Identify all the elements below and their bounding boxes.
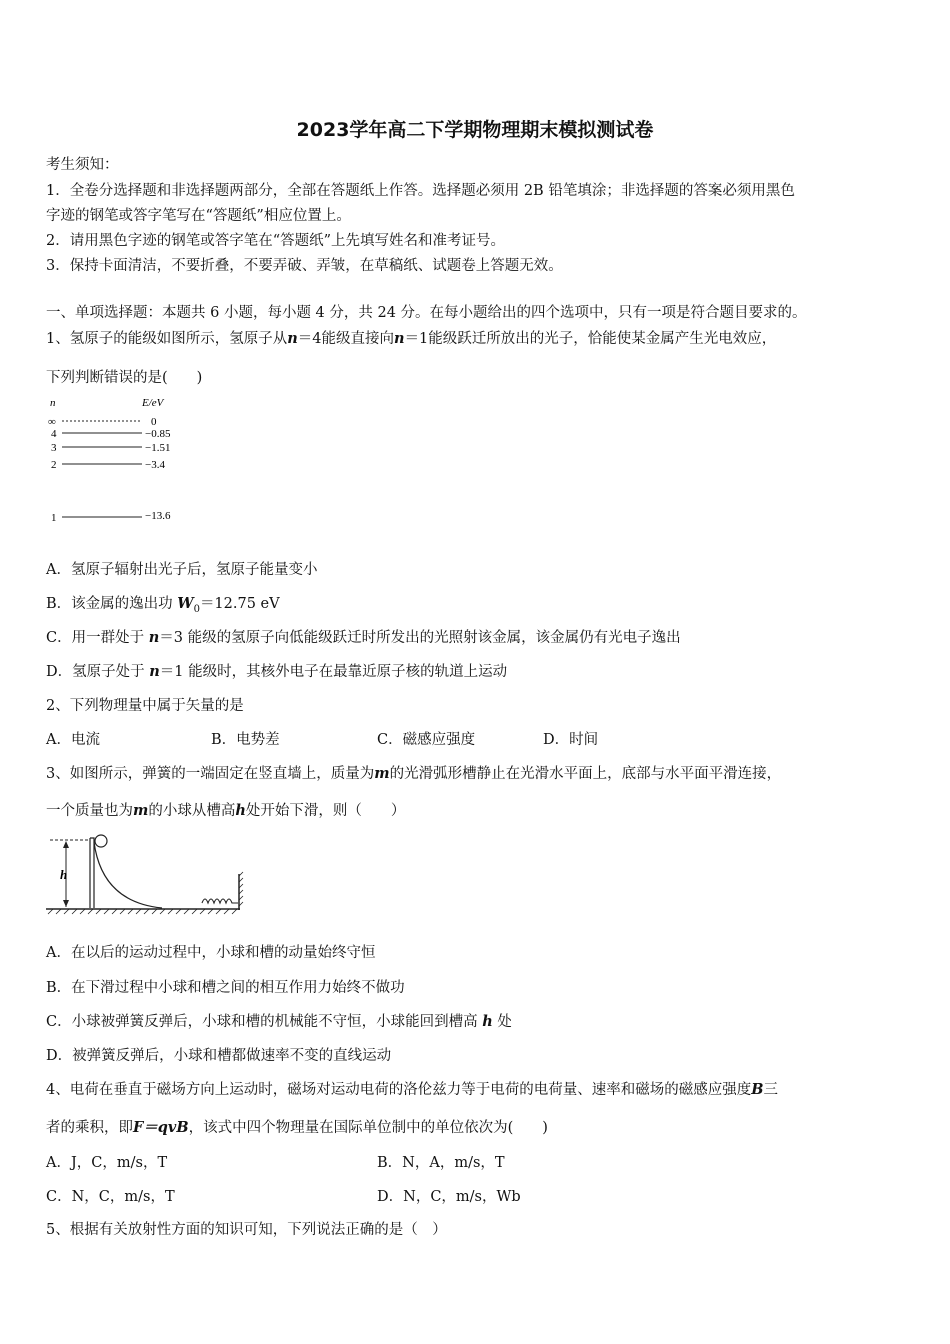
q3-option-c-text: 处 [492,1014,512,1030]
q3-stem-text: 一个质量也为 [46,803,133,819]
section-heading: 一、单项选择题：本题共 6 小题，每小题 4 分，共 24 分。在每小题给出的四个选项中，只有一项是符合题目要求的。 [46,305,807,321]
q3-stem-line-2 [46,799,405,820]
q1-option-c-text: C．用一群处于 [46,630,149,646]
q5-stem: 5、根据有关放射性方面的知识可知，下列说法正确的是（ ） [46,1222,447,1238]
level-e-4: −0.85 [145,428,171,440]
q3-stem-text: 处开始下滑，则（ ） [245,803,406,819]
diagram-e-label: E/eV [142,397,164,409]
q3-option-d: D．被弹簧反弹后，小球和槽都做速率不变的直线运动 [46,1048,392,1064]
q3-stem-text: 的光滑弧形槽静止在光滑水平面上，底部与水平面平滑连接， [389,766,782,782]
q1-stem-text: 能级跃迁所放出的光子，恰能使某金属产生光电效应， [428,331,777,347]
q3-option-c-text: C．小球被弹簧反弹后，小球和槽的机械能不守恒，小球能回到槽高 [46,1014,483,1030]
level-n-1: 1 [51,512,57,524]
notice-line-1a: 1．全卷分选择题和非选择题两部分，全部在答题纸上作答。选择题必须用 2B 铅笔填涂；非选择题的答案必须用黑色 [46,183,795,199]
q3-option-a: A．在以后的运动过程中，小球和槽的动量始终守恒 [46,945,376,961]
q4-option-c: C．N，C，m/s，T [46,1189,175,1205]
q1-var-n: n [394,330,405,347]
q4-stem-text: 4、电荷在垂直于磁场方向上运动时，磁场对运动电荷的洛伦兹力等于电荷的电荷量、速率和磁场的磁感应强度 [46,1082,752,1098]
q1-var-n: n [287,330,298,347]
energy-level-diagram [44,390,204,530]
q4-stem-text: ，该式中四个物理量在国际单位制中的单位依次为( ) [188,1120,548,1136]
q4-stem-line-2 [46,1116,548,1137]
q4-stem-line-1 [46,1078,778,1099]
q3-stem-text: 的小球从槽高 [148,803,236,819]
groove-arc [94,842,162,908]
q1-option-c-text: ＝3 能级的氢原子向低能级跃迁时所发出的光照射该金属，该金属仍有光电子逸出 [159,630,681,646]
arrow-head-down-icon [63,900,69,907]
groove-wall [90,838,94,908]
level-e-1: −13.6 [145,510,171,522]
q1-var-w: W [177,595,194,612]
q3-var-m: m [374,765,390,782]
diagram-n-label: n [50,397,56,409]
q4-option-a: A．J，C，m/s，T [46,1155,168,1171]
q1-option-b [46,592,280,615]
q1-option-d-text: ＝1 能级时，其核外电子在最靠近原子核的轨道上运动 [159,664,508,680]
q1-option-d-text: D．氢原子处于 [46,664,150,680]
level-n-4: 4 [51,428,57,440]
q3-var-h: h [235,802,246,819]
notice-line-2: 2．请用黑色字迹的钢笔或答字笔在“答题纸”上先填写姓名和准考证号。 [46,233,506,249]
q1-option-b-text: B．该金属的逸出功 [46,596,178,612]
q1-subscript: 0 [193,603,200,615]
q4-stem-text: 三 [763,1082,778,1098]
q2-stem: 2、下列物理量中属于矢量的是 [46,698,244,714]
q1-eq4: ＝4 [297,331,322,347]
arrow-head-up-icon [63,841,69,848]
q2-option-c: C．磁感应强度 [377,732,476,748]
q2-option-a: A．电流 [46,732,100,748]
q1-stem-line-1 [46,327,776,348]
q4-formula: F＝qvB [133,1119,189,1136]
q3-option-c [46,1010,512,1031]
groove-spring-figure [44,830,244,918]
q4-option-d: D．N，C，m/s，Wb [377,1189,521,1205]
q4-var-b: B [751,1081,764,1098]
q1-option-d [46,660,507,681]
q1-var-n: n [149,663,160,680]
q3-option-b: B．在下滑过程中小球和槽之间的相互作用力始终不做功 [46,980,405,996]
q3-var-h: h [482,1013,493,1030]
q2-option-d: D．时间 [543,732,599,748]
q1-option-b-value: ＝12.75 eV [199,596,280,612]
level-e-inf: 0 [151,416,157,428]
page-title: 2023学年高二下学期物理期末模拟测试卷 [296,119,654,141]
q3-var-m: m [133,802,149,819]
q1-stem-line-2: 下列判断错误的是( ) [46,370,203,386]
notice-line-3: 3．保持卡面清洁，不要折叠，不要弄破、弄皱，在草稿纸、试题卷上答题无效。 [46,258,563,274]
notice-heading: 考生须知： [46,157,119,173]
q1-option-a: A．氢原子辐射出光子后，氢原子能量变小 [46,562,318,578]
q1-eq1: ＝1 [404,331,429,347]
notice-line-1b: 字迹的钢笔或答字笔写在“答题纸”相应位置上。 [46,208,351,224]
level-n-inf: ∞ [48,416,56,428]
height-label: h [60,867,68,882]
q2-option-b: B．电势差 [211,732,280,748]
q1-var-n: n [148,629,160,646]
level-e-3: −1.51 [145,442,171,454]
level-n-3: 3 [51,442,57,454]
q4-stem-text: 者的乘积，即 [46,1120,133,1136]
level-n-2: 2 [51,459,57,471]
ball-icon [95,835,107,847]
q3-stem-line-1 [46,762,781,783]
spring-icon [202,899,238,903]
q1-stem-text: 能级直接向 [321,331,395,347]
level-e-2: −3.4 [145,459,165,471]
q1-stem-text: 1、氢原子的能级如图所示，氢原子从 [46,331,288,347]
q3-stem-text: 3、如图所示，弹簧的一端固定在竖直墙上，质量为 [46,766,375,782]
q1-option-c [46,626,681,647]
q4-option-b: B．N，A，m/s，T [377,1155,505,1171]
